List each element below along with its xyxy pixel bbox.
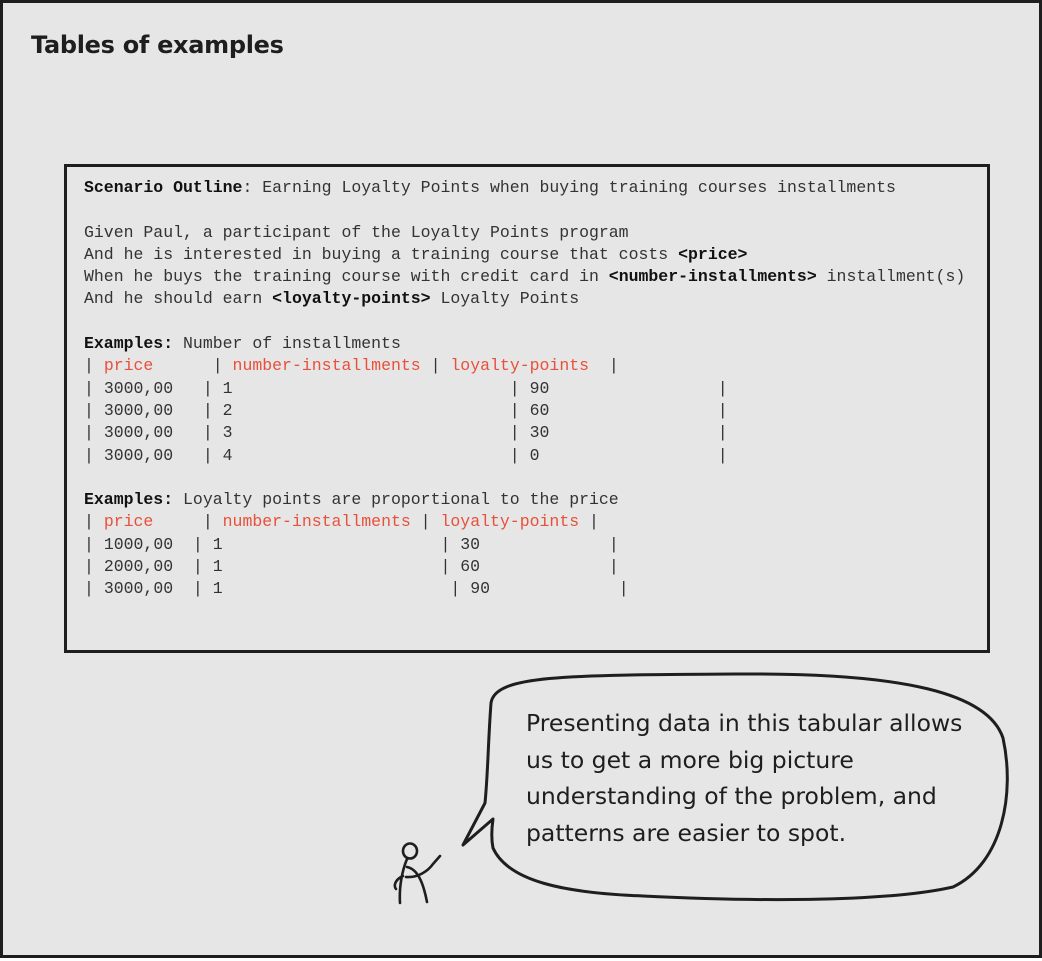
table-row: | 2000,00 | 1 | 60 | — [84, 557, 619, 577]
cell-installments: 1 — [212, 579, 223, 599]
cell-installments: 3 — [222, 423, 233, 443]
cell-installments: 4 — [222, 445, 233, 465]
examples-name: Number of installments — [173, 334, 401, 354]
table-row: | 3000,00 | 2 | 60 | — [84, 400, 728, 420]
cell-points: 60 — [460, 557, 481, 577]
cell-points: 90 — [529, 378, 550, 398]
cell-points: 60 — [529, 400, 550, 420]
cell-installments: 1 — [222, 378, 233, 398]
step-param-installments: <number-installments> — [608, 267, 817, 287]
cell-installments: 1 — [212, 557, 223, 577]
cell-points: 30 — [529, 423, 550, 443]
cell-price: 2000,00 — [103, 557, 174, 577]
scenario-keyword: Scenario Outline — [84, 178, 243, 197]
step-suffix: installment(s) — [816, 267, 966, 287]
person-icon — [395, 844, 440, 904]
cell-price: 3000,00 — [103, 423, 174, 443]
cell-price: 1000,00 — [103, 534, 174, 554]
cell-price: 3000,00 — [103, 445, 174, 465]
examples-1-header-row: | price | number-installments | loyalty-points | — [84, 356, 619, 376]
table-row: | 3000,00 | 3 | 30 | — [84, 423, 728, 443]
step-suffix: Loyalty Points — [430, 289, 580, 309]
cell-installments: 1 — [212, 534, 223, 554]
table-row: | 3000,00 | 4 | 0 | — [84, 445, 728, 465]
table-row: | 3000,00 | 1 | 90 | — [84, 378, 728, 398]
step-param-points: <loyalty-points> — [272, 289, 431, 309]
examples-keyword: Examples: — [84, 334, 174, 354]
header-price: price — [103, 356, 154, 376]
header-installments: number-installments — [222, 512, 411, 532]
step-param-price: <price> — [678, 244, 748, 264]
cell-points: 0 — [529, 445, 540, 465]
examples-name: Loyalty points are proportional to the price — [173, 490, 619, 510]
page-title: Tables of examples — [31, 31, 284, 59]
person-body — [400, 859, 407, 903]
step-text: And he is interested in buying a training course that costs — [84, 244, 679, 264]
scenario-name: : Earning Loyalty Points when buying training courses installments — [242, 178, 896, 197]
examples-2-header-row: | price | number-installments | loyalty-points | — [84, 512, 599, 532]
cell-installments: 2 — [222, 400, 233, 420]
step-text: And he should earn — [84, 289, 273, 309]
cell-points: 90 — [470, 579, 490, 599]
cell-points: 30 — [460, 534, 481, 554]
cell-price: 3000,00 — [103, 400, 174, 420]
header-loyalty-points: loyalty-points — [440, 512, 580, 532]
table-row: | 3000,00 | 1 | 90 | — [84, 579, 629, 599]
examples-keyword: Examples: — [84, 490, 174, 510]
header-price: price — [103, 512, 154, 532]
header-installments: number-installments — [232, 356, 421, 376]
speech-bubble-text: Presenting data in this tabular allows us to get a more big picture understanding of the problem, and patterns are easier to spot. — [526, 709, 963, 847]
header-loyalty-points: loyalty-points — [450, 356, 590, 376]
cell-price: 3000,00 — [103, 378, 174, 398]
table-row: | 1000,00 | 1 | 30 | — [84, 534, 619, 554]
given-step: Given Paul, a participant of the Loyalty Points program — [84, 222, 629, 242]
cell-price: 3000,00 — [103, 579, 174, 599]
step-text: When he buys the training course with credit card in — [84, 267, 609, 287]
person-head — [403, 844, 417, 859]
